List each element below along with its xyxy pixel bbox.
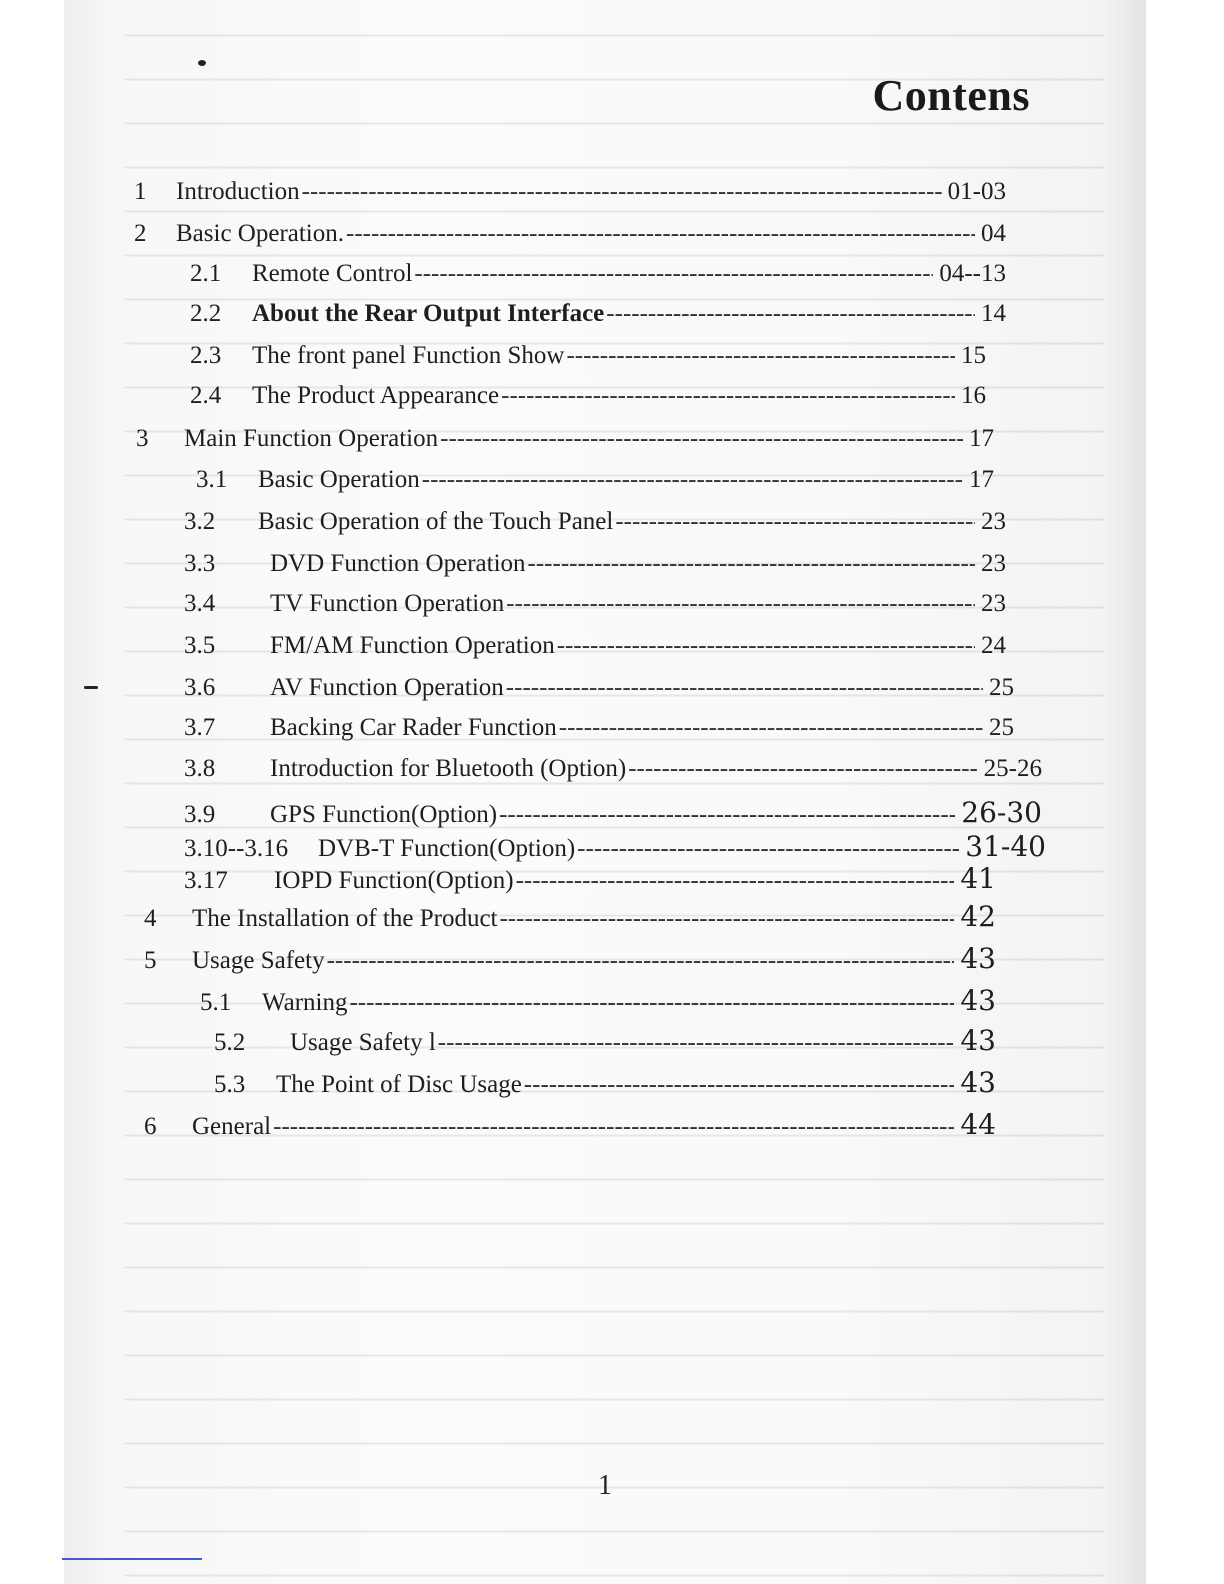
toc-number: 5 <box>144 947 157 974</box>
toc-number: 3.6 <box>184 674 216 701</box>
dot-leader <box>516 867 955 895</box>
toc-label: Remote Control <box>252 260 413 287</box>
toc-number: 2.4 <box>190 382 222 409</box>
dot-leader <box>414 260 933 288</box>
scan-speck <box>84 686 98 689</box>
toc-entry-usage-safety <box>144 942 996 975</box>
dot-leader <box>346 220 975 248</box>
toc-page: 25 <box>989 674 1014 701</box>
dot-leader <box>506 590 975 618</box>
toc-label: About the Rear Output Interface <box>252 300 605 327</box>
toc-label: Introduction for Bluetooth (Option) <box>270 755 627 782</box>
toc-label: Backing Car Rader Function <box>270 714 557 741</box>
dot-leader <box>422 466 963 494</box>
dot-leader <box>438 1029 955 1057</box>
toc-number: 1 <box>134 178 147 205</box>
toc-entry-fm-am-function <box>184 632 1006 660</box>
toc-label: Basic Operation of the Touch Panel <box>258 508 614 535</box>
toc-label: Basic Operation. <box>176 220 345 247</box>
toc-label: GPS Function(Option) <box>270 801 498 828</box>
toc-label: DVD Function Operation <box>270 550 526 577</box>
dot-leader <box>327 947 955 975</box>
page-number: 1 <box>598 1470 612 1501</box>
toc-number: 2.1 <box>190 260 222 287</box>
toc-label: Usage Safety l <box>290 1029 436 1056</box>
page-title: Contens <box>872 71 1030 120</box>
dot-leader <box>557 632 975 660</box>
toc-entry-bluetooth <box>184 755 1042 783</box>
toc-label: DVB-T Function(Option) <box>318 835 576 862</box>
table-of-contents <box>64 0 1146 1584</box>
toc-label: The Point of Disc Usage <box>276 1071 522 1098</box>
toc-page: 23 <box>981 508 1006 535</box>
dot-leader <box>440 425 963 453</box>
toc-number: 2.3 <box>190 342 222 369</box>
toc-page: 04--13 <box>939 260 1006 287</box>
toc-number: 3.10--3.16 <box>184 835 289 862</box>
toc-entry-basic-operation-3-1 <box>196 466 994 494</box>
toc-page: 43 <box>960 984 996 1017</box>
dot-leader <box>499 801 955 829</box>
toc-number: 6 <box>144 1113 157 1140</box>
toc-page: 31-40 <box>965 830 1046 863</box>
toc-number: 5.2 <box>214 1029 246 1056</box>
toc-page: 43 <box>960 1066 996 1099</box>
dot-leader <box>528 550 975 578</box>
toc-page: 41 <box>960 862 996 895</box>
toc-entry-introduction <box>134 178 1006 206</box>
toc-label: General <box>192 1113 272 1140</box>
toc-page: 15 <box>961 342 986 369</box>
dot-leader <box>524 1071 955 1099</box>
toc-number: 3.5 <box>184 632 216 659</box>
toc-label: TV Function Operation <box>270 590 505 617</box>
toc-entry-general <box>144 1108 996 1141</box>
toc-entry-usage-safety-l <box>214 1024 996 1057</box>
toc-page: 16 <box>961 382 986 409</box>
toc-entry-installation <box>144 900 996 933</box>
toc-number: 3.2 <box>184 508 216 535</box>
toc-number: 3.4 <box>184 590 216 617</box>
dot-leader <box>628 755 977 783</box>
toc-number: 3.1 <box>196 466 228 493</box>
toc-entry-disc-usage <box>214 1066 996 1099</box>
dot-leader <box>302 178 942 206</box>
toc-page: 23 <box>981 590 1006 617</box>
dot-leader <box>349 989 954 1017</box>
toc-number: 5.3 <box>214 1071 246 1098</box>
dot-leader <box>499 905 954 933</box>
toc-entry-remote-control <box>190 260 1006 288</box>
dot-leader <box>559 714 983 742</box>
dot-leader <box>566 342 955 370</box>
dot-leader <box>273 1113 954 1141</box>
toc-label: IOPD Function(Option) <box>274 867 514 894</box>
toc-label: Basic Operation <box>258 466 420 493</box>
toc-entry-product-appearance <box>190 382 986 410</box>
toc-page: 26-30 <box>961 796 1042 829</box>
toc-entry-tv-function <box>184 590 1006 618</box>
toc-label: Warning <box>262 989 348 1016</box>
dot-leader <box>615 508 975 536</box>
toc-number: 3.17 <box>184 867 228 894</box>
toc-entry-warning <box>200 984 996 1017</box>
toc-entry-front-panel <box>190 342 986 370</box>
toc-page: 25 <box>989 714 1014 741</box>
toc-page: 43 <box>960 1024 996 1057</box>
toc-number: 2.2 <box>190 300 222 327</box>
toc-page: 04 <box>981 220 1006 247</box>
dot-leader <box>506 674 983 702</box>
toc-label: Main Function Operation <box>184 425 439 452</box>
scan-speck <box>198 60 206 66</box>
toc-entry-main-function <box>136 425 994 453</box>
toc-number: 3 <box>136 425 149 452</box>
toc-page: 17 <box>969 425 994 452</box>
toc-entry-rear-output-interface <box>190 300 1006 328</box>
toc-label: The front panel Function Show <box>252 342 565 369</box>
toc-page: 25-26 <box>983 755 1042 782</box>
toc-page: 44 <box>960 1108 996 1141</box>
document-page <box>64 0 1146 1584</box>
toc-page: 43 <box>960 942 996 975</box>
toc-label: Usage Safety <box>192 947 325 974</box>
dot-leader <box>501 382 955 410</box>
dot-leader <box>577 835 959 863</box>
toc-page: 24 <box>981 632 1006 659</box>
toc-entry-gps-function <box>184 796 1042 829</box>
toc-number: 3.3 <box>184 550 216 577</box>
toc-page: 01-03 <box>947 178 1006 205</box>
toc-entry-touch-panel <box>184 508 1006 536</box>
toc-entry-dvd-function <box>184 550 1006 578</box>
toc-label: The Installation of the Product <box>192 905 498 932</box>
toc-page: 42 <box>960 900 996 933</box>
toc-number: 5.1 <box>200 989 232 1016</box>
toc-number: 3.8 <box>184 755 216 782</box>
toc-number: 4 <box>144 905 157 932</box>
toc-label: Introduction <box>176 178 300 205</box>
toc-page: 17 <box>969 466 994 493</box>
toc-number: 3.9 <box>184 801 216 828</box>
toc-page: 14 <box>981 300 1006 327</box>
toc-entry-iopd-function <box>184 862 996 895</box>
toc-label: FM/AM Function Operation <box>270 632 555 659</box>
toc-label: The Product Appearance <box>252 382 500 409</box>
toc-number: 3.7 <box>184 714 216 741</box>
toc-entry-basic-operation <box>134 220 1006 248</box>
dot-leader <box>606 300 975 328</box>
toc-number: 2 <box>134 220 147 247</box>
toc-label: AV Function Operation <box>270 674 504 701</box>
toc-entry-av-function <box>184 674 1014 702</box>
toc-entry-dvb-t-function <box>184 830 1046 863</box>
scan-edge-line <box>62 1558 202 1560</box>
toc-page: 23 <box>981 550 1006 577</box>
toc-entry-backing-car-rader <box>184 714 1014 742</box>
